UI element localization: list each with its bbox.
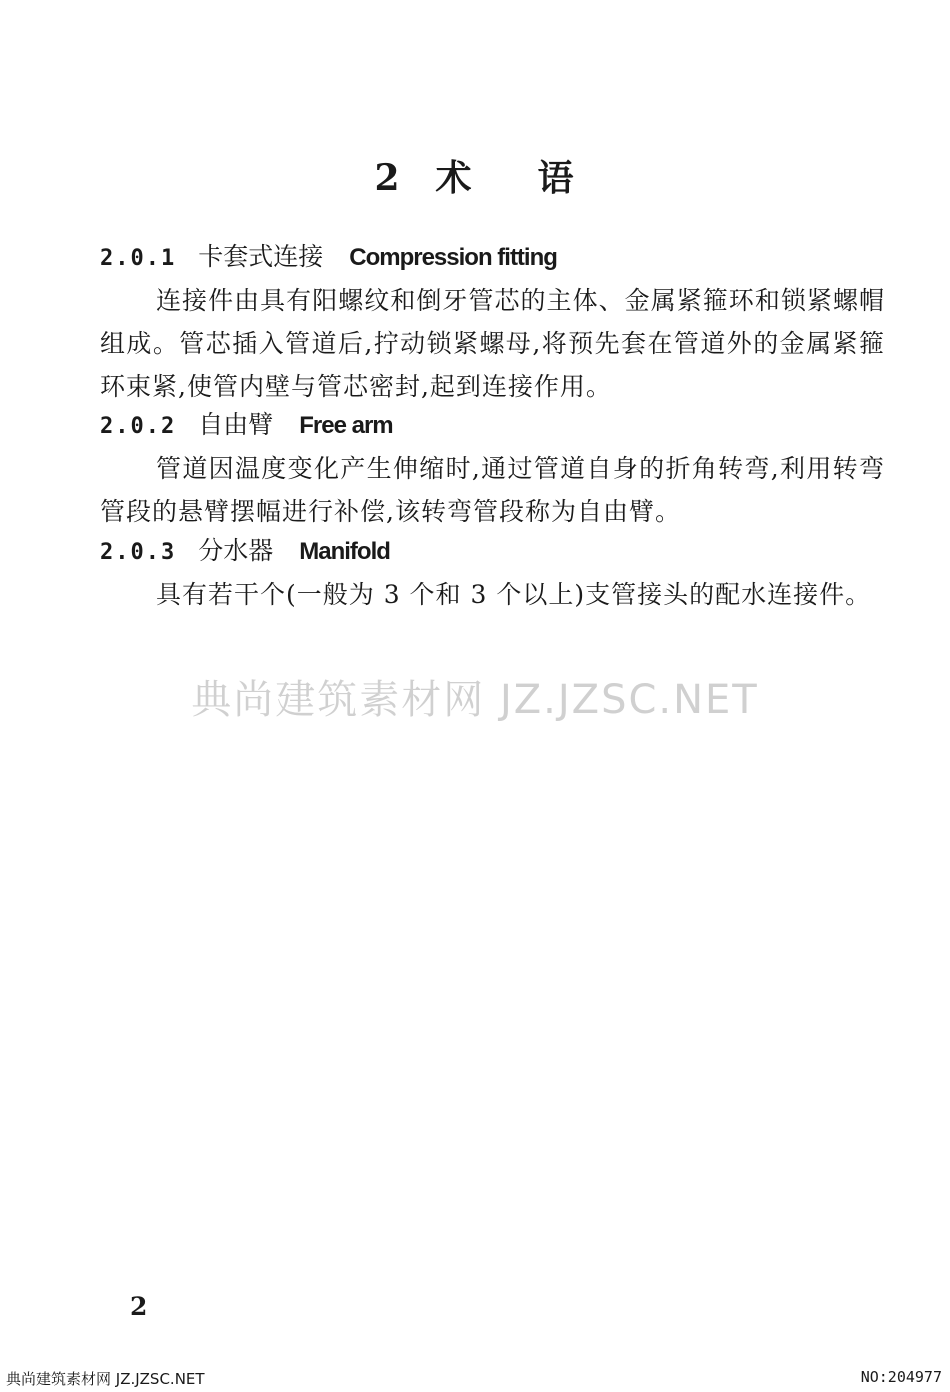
term-name-cn: 卡套式连接 (198, 242, 324, 271)
term-heading (100, 408, 393, 444)
footer-id: NO:204977 (860, 1368, 942, 1386)
term-definition: 连接件由具有阳螺纹和倒牙管芯的主体、金属紧箍环和锁紧螺帽组成。管芯插入管道后,拧动锁紧螺母,将预先套在管道外的金属紧箍环束紧,使管内壁与管芯密封,起到连接作用。 (100, 286, 885, 401)
watermark: 典尚建筑素材网 JZ.JZSC.NET (191, 677, 759, 723)
term-name-cn: 自由臂 (198, 410, 274, 439)
term-name-cn: 分水器 (198, 536, 274, 565)
term-code: 2.0.2 (100, 414, 177, 439)
footer-source: 典尚建筑素材网 JZ.JZSC.NET (6, 1370, 205, 1388)
term-code: 2.0.1 (100, 246, 177, 271)
chapter-title (0, 150, 950, 201)
term-definition: 管道因温度变化产生伸缩时,通过管道自身的折角转弯,利用转弯管段的悬臂摆幅进行补偿,该转弯管段称为自由臂。 (100, 454, 885, 526)
term-name-en: Compression fitting (349, 244, 557, 271)
term-name-en: Manifold (299, 538, 390, 565)
term-heading (100, 534, 390, 570)
chapter-title-part1: 术 (435, 157, 474, 199)
page-number: 2 (130, 1292, 148, 1321)
term-name-en: Free arm (299, 412, 393, 439)
term-code: 2.0.3 (100, 540, 177, 565)
term-heading (100, 240, 557, 276)
term-definition: 具有若干个(一般为 3 个和 3 个以上)支管接头的配水连接件。 (156, 580, 872, 609)
chapter-number: 2 (374, 157, 402, 199)
chapter-title-part2: 语 (537, 157, 576, 199)
